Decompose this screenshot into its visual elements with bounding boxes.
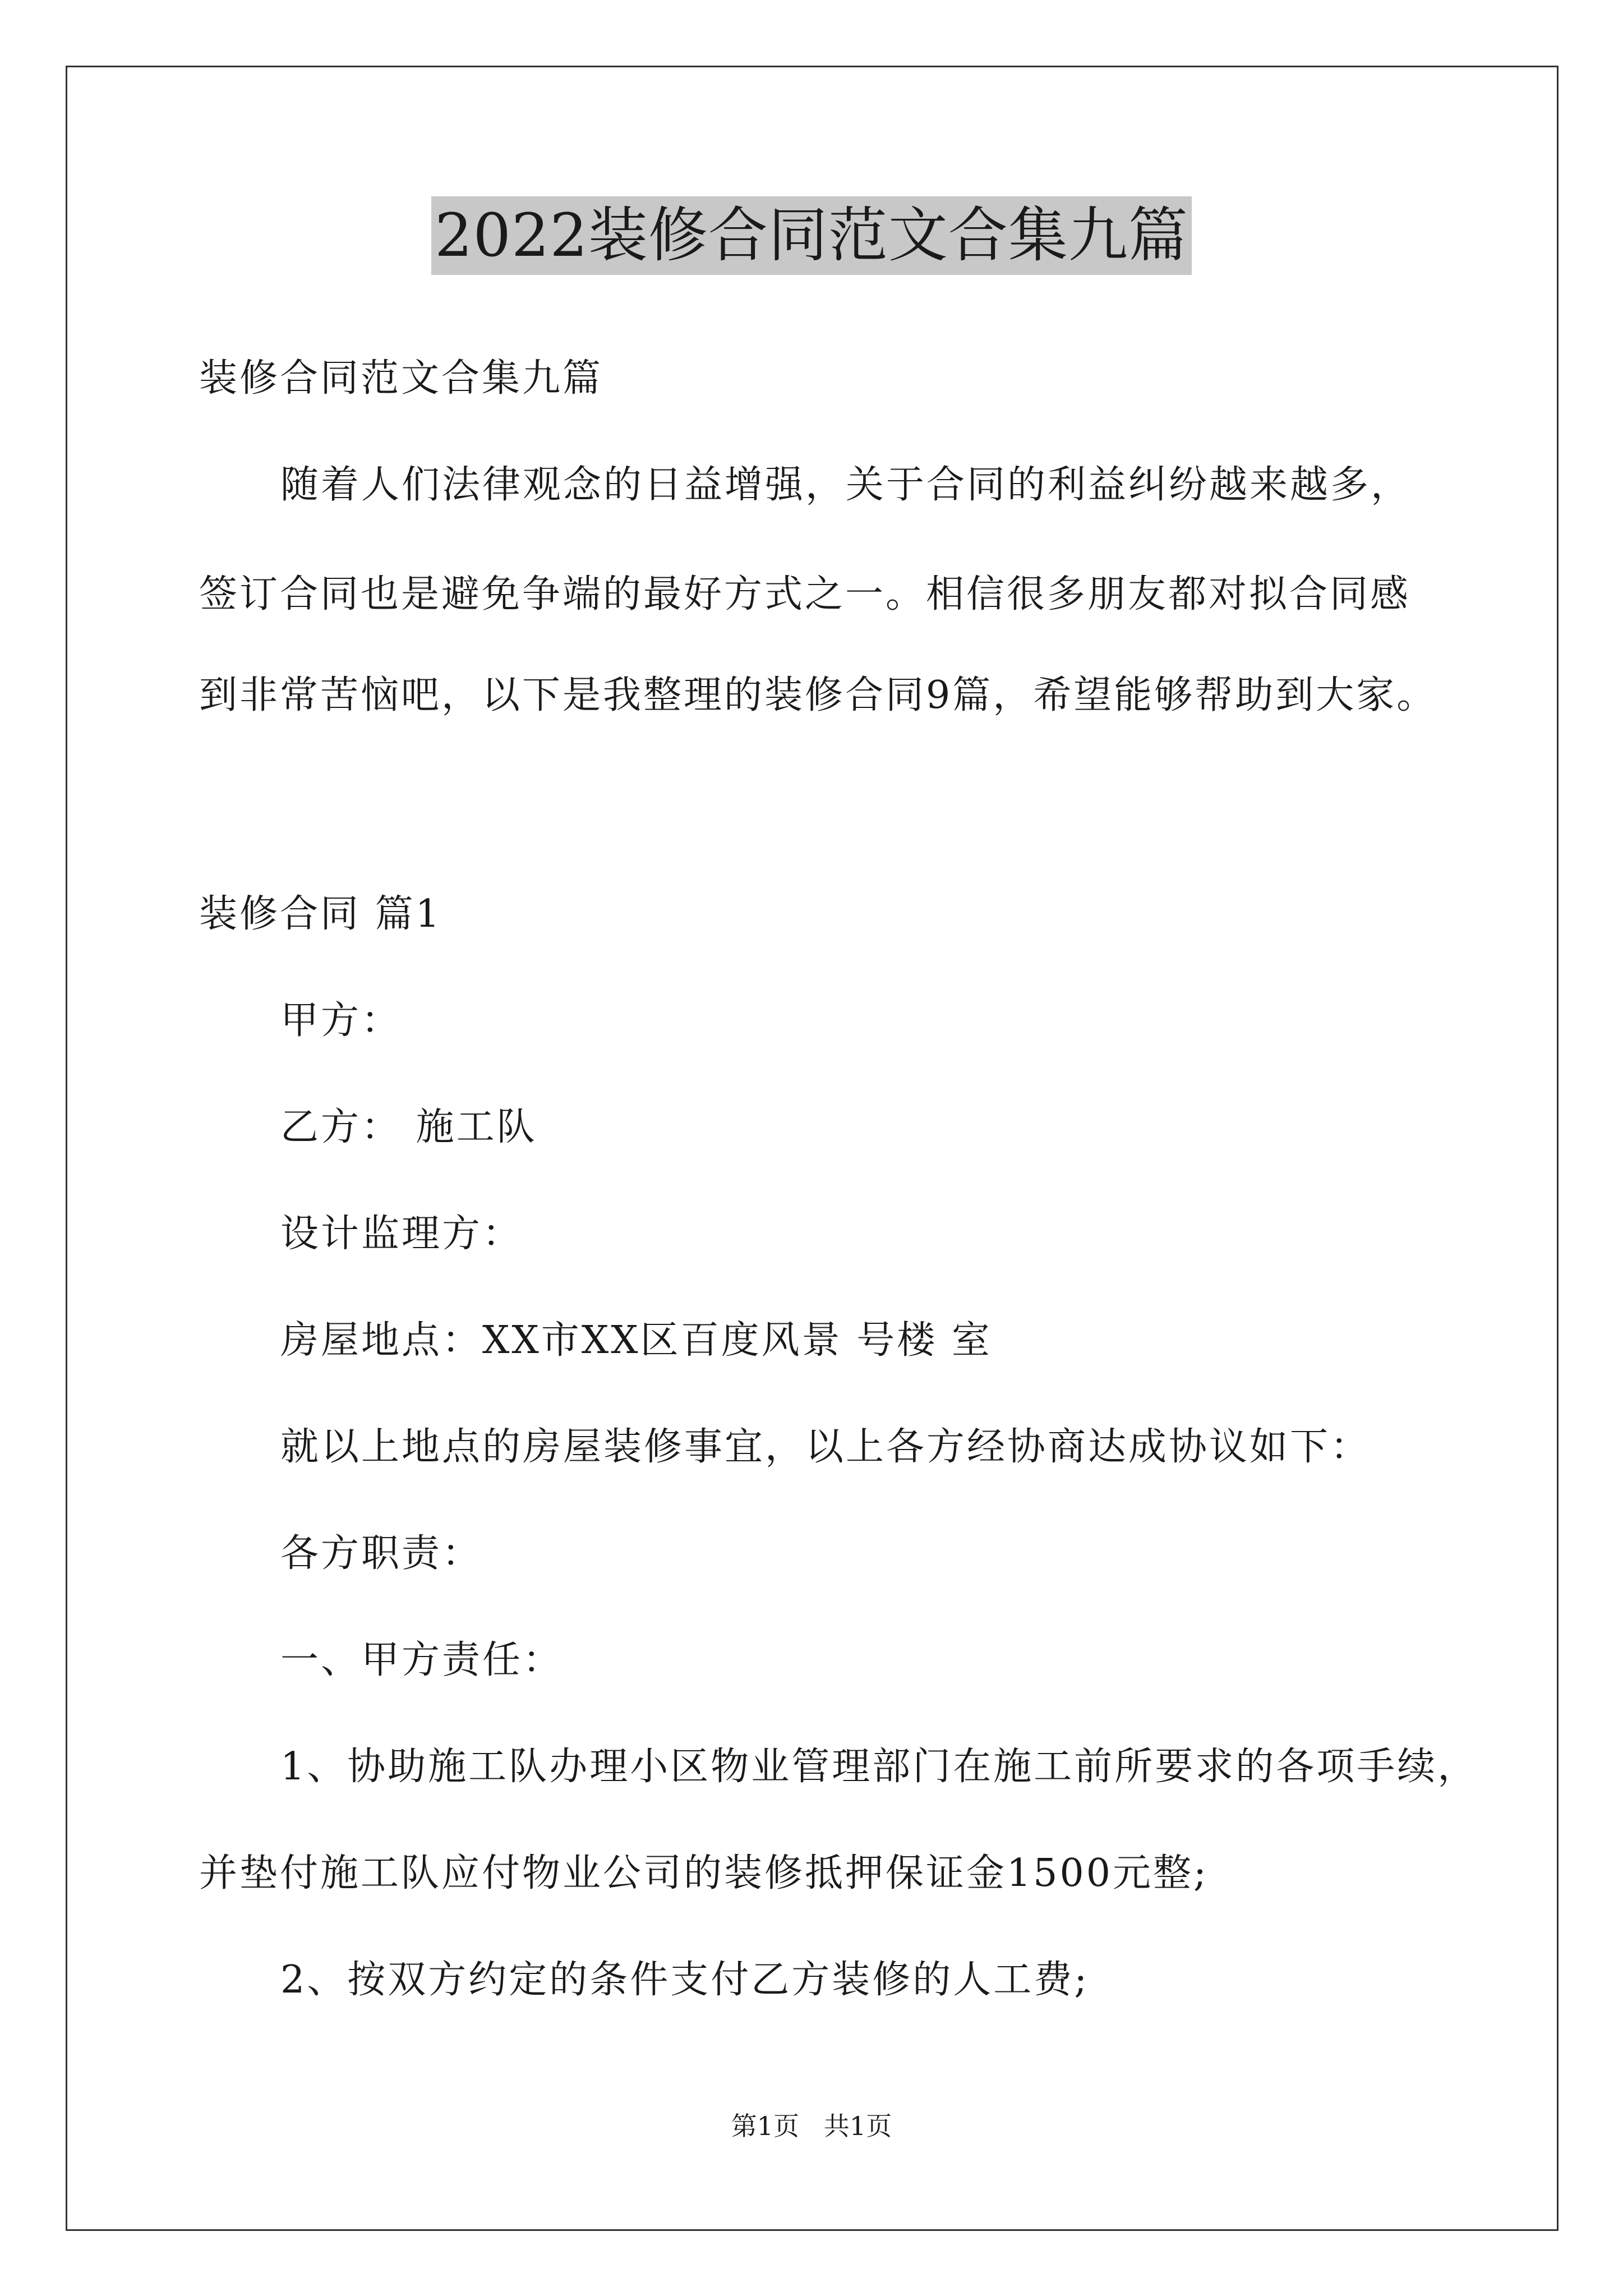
party-a-duties-heading: 一、甲方责任：: [280, 1638, 564, 1682]
section-heading: 装修合同 篇1: [199, 892, 442, 936]
party-a-line: 甲方：: [280, 999, 402, 1043]
location-line: 房屋地点：XX市XX区百度风景 号楼 室: [280, 1318, 992, 1363]
intro-line-1: 随着人们法律观念的日益增强，关于合同的利益纠纷越来越多，: [280, 463, 1412, 507]
document-subtitle: 装修合同范文合集九篇: [199, 356, 603, 401]
item-1-line-2: 并垫付施工队应付物业公司的装修抵押保证金1500元整;: [199, 1851, 1209, 1895]
supervisor-line: 设计监理方：: [280, 1212, 523, 1256]
page-footer: 第1页 共1页: [731, 2111, 892, 2141]
document-title: 2022装修合同范文合集九篇: [431, 196, 1192, 275]
intro-line-3: 到非常苦恼吧，以下是我整理的装修合同9篇，希望能够帮助到大家。: [199, 673, 1437, 717]
party-b-line: 乙方： 施工队: [280, 1105, 537, 1149]
duties-heading: 各方职责：: [280, 1531, 483, 1576]
item-1-line-1: 1、协助施工队办理小区物业管理部门在施工前所要求的各项手续，: [280, 1745, 1478, 1789]
title-wrap: [0, 196, 1623, 275]
intro-line-2: 签订合同也是避免争端的最好方式之一。相信很多朋友都对拟合同感: [199, 572, 1411, 616]
agreement-line: 就以上地点的房屋装修事宜，以上各方经协商达成协议如下：: [280, 1425, 1371, 1469]
item-2-line: 2、按双方约定的条件支付乙方装修的人工费;: [280, 1958, 1090, 2002]
